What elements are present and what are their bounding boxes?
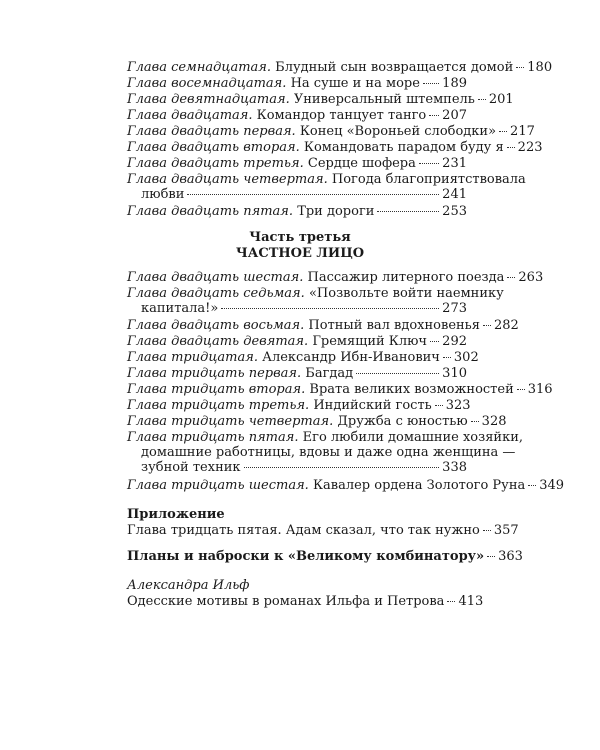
page-number: 316 bbox=[527, 382, 553, 397]
toc-entry[interactable] bbox=[127, 523, 519, 538]
page-number: 223 bbox=[517, 140, 543, 155]
leader-dots bbox=[499, 130, 507, 132]
toc-entry[interactable] bbox=[127, 478, 565, 493]
chapter-title: Погода благоприятствовала bbox=[331, 172, 526, 187]
leader-dots bbox=[430, 340, 439, 342]
page-number: 413 bbox=[458, 594, 484, 609]
toc-entry[interactable] bbox=[127, 204, 467, 219]
toc-entry[interactable] bbox=[127, 60, 553, 75]
leader-dots bbox=[478, 98, 486, 100]
chapter-title-cont: зубной техник bbox=[141, 460, 241, 475]
leader-dots bbox=[483, 324, 491, 326]
leader-dots bbox=[187, 193, 439, 195]
chapter-label: Глава тридцать первая. bbox=[127, 366, 302, 381]
toc-entry[interactable] bbox=[127, 286, 504, 316]
toc-entry[interactable] bbox=[127, 350, 479, 365]
toc-entry[interactable] bbox=[127, 594, 484, 609]
page-number: 189 bbox=[442, 76, 467, 91]
leader-dots bbox=[244, 466, 440, 468]
page-number: 253 bbox=[442, 204, 467, 219]
chapter-label: Глава тридцать шестая. bbox=[127, 478, 309, 493]
chapter-label: Глава тридцать вторая. bbox=[127, 382, 306, 397]
chapter-label: Глава восемнадцатая. bbox=[127, 76, 287, 91]
chapter-title: Потный вал вдохновенья bbox=[308, 318, 480, 333]
appendix-heading: Приложение bbox=[127, 507, 225, 522]
leader-dots bbox=[377, 210, 439, 212]
toc-entry[interactable] bbox=[127, 414, 507, 429]
chapter-label: Глава двадцать шестая. bbox=[127, 270, 304, 285]
chapter-label: Глава двадцать восьмая. bbox=[127, 318, 305, 333]
chapter-title: «Позвольте войти наемнику bbox=[308, 286, 504, 301]
chapter-title: Врата великих возможностей bbox=[309, 382, 514, 397]
author-name: Александра Ильф bbox=[127, 578, 250, 593]
chapter-label: Глава двадцать девятая. bbox=[127, 334, 309, 349]
chapter-title: Багдад bbox=[305, 366, 354, 381]
chapter-label: Глава девятнадцатая. bbox=[127, 92, 290, 107]
leader-dots bbox=[435, 404, 443, 406]
toc-entry[interactable] bbox=[127, 124, 535, 139]
page-number: 273 bbox=[442, 301, 467, 316]
chapter-title: Одесские мотивы в романах Ильфа и Петрова bbox=[127, 594, 445, 609]
chapter-title: Командор танцует танго bbox=[256, 108, 427, 123]
chapter-title: Конец «Вороньей слободки» bbox=[299, 124, 497, 139]
leader-dots bbox=[429, 114, 439, 116]
chapter-title: Глава тридцать пятая. Адам сказал, что так нужно bbox=[127, 523, 480, 538]
leader-dots bbox=[507, 146, 515, 148]
chapter-title: На суше и на море bbox=[290, 76, 420, 91]
chapter-title: Блудный сын возвращается домой bbox=[275, 60, 514, 75]
page-number: 201 bbox=[488, 92, 514, 107]
toc-entry[interactable] bbox=[127, 140, 543, 155]
page-number: 263 bbox=[518, 270, 544, 285]
chapter-title-cont: капитала!» bbox=[141, 301, 219, 316]
part-title: ЧАСТНОЕ ЛИЦО bbox=[235, 246, 365, 261]
chapter-label: Глава двадцать седьмая. bbox=[127, 286, 305, 301]
chapter-title: Универсальный штемпель bbox=[293, 92, 475, 107]
toc-entry[interactable] bbox=[127, 382, 553, 397]
page-number: 241 bbox=[442, 187, 467, 202]
leader-dots bbox=[356, 372, 439, 374]
page-number: 310 bbox=[442, 366, 467, 381]
chapter-label: Глава двадцать пятая. bbox=[127, 204, 294, 219]
chapter-title: Командовать парадом буду я bbox=[303, 140, 504, 155]
page-number: 292 bbox=[442, 334, 467, 349]
chapter-title: Кавалер ордена Золотого Руна bbox=[312, 478, 526, 493]
chapter-title: Три дороги bbox=[297, 204, 375, 219]
toc-entry[interactable] bbox=[127, 76, 467, 91]
toc-entry[interactable] bbox=[127, 366, 467, 381]
chapter-label: Глава двадцать первая. bbox=[127, 124, 296, 139]
chapter-label: Глава тридцатая. bbox=[127, 350, 258, 365]
leader-dots bbox=[487, 555, 495, 557]
chapter-title: Гремящий Ключ bbox=[312, 334, 428, 349]
page-number: 323 bbox=[445, 398, 471, 413]
page-number: 180 bbox=[527, 60, 553, 75]
chapter-title-cont: домашние работницы, вдовы и даже одна женщина — bbox=[141, 445, 516, 460]
leader-dots bbox=[483, 529, 491, 531]
page-number: 217 bbox=[510, 124, 535, 139]
leader-dots bbox=[528, 484, 536, 486]
page-number: 302 bbox=[453, 350, 479, 365]
page-number: 338 bbox=[442, 460, 467, 475]
toc-entry[interactable] bbox=[127, 108, 467, 123]
toc-entry[interactable] bbox=[127, 549, 523, 564]
section-title: Планы и наброски к «Великому комбинатору» bbox=[127, 549, 485, 564]
chapter-label: Глава семнадцатая. bbox=[127, 60, 272, 75]
page-number: 231 bbox=[442, 156, 467, 171]
chapter-title: Сердце шофера bbox=[307, 156, 416, 171]
toc-entry[interactable] bbox=[127, 270, 544, 285]
chapter-title: Индийский гость bbox=[313, 398, 432, 413]
chapter-label: Глава тридцать пятая. bbox=[127, 430, 299, 445]
chapter-label: Глава тридцать третья. bbox=[127, 398, 310, 413]
leader-dots bbox=[471, 420, 479, 422]
chapter-label: Глава двадцатая. bbox=[127, 108, 253, 123]
chapter-title: Дружба с юностью bbox=[337, 414, 468, 429]
leader-dots bbox=[443, 356, 451, 358]
chapter-label: Глава тридцать четвертая. bbox=[127, 414, 334, 429]
toc-entry[interactable] bbox=[127, 318, 519, 333]
chapter-title: Его любили домашние хозяйки, bbox=[302, 430, 524, 445]
toc-entry[interactable] bbox=[127, 172, 526, 202]
chapter-title: Пассажир литерного поезда bbox=[307, 270, 505, 285]
chapter-label: Глава двадцать четвертая. bbox=[127, 172, 328, 187]
leader-dots bbox=[419, 162, 439, 164]
leader-dots bbox=[517, 388, 525, 390]
toc-entry[interactable] bbox=[127, 92, 514, 107]
toc-entry[interactable] bbox=[127, 430, 524, 475]
leader-dots bbox=[423, 82, 439, 84]
page-number: 357 bbox=[493, 523, 519, 538]
toc-entry[interactable] bbox=[127, 398, 471, 413]
leader-dots bbox=[507, 276, 515, 278]
page-number: 363 bbox=[498, 549, 523, 564]
chapter-label: Глава двадцать третья. bbox=[127, 156, 304, 171]
leader-dots bbox=[221, 307, 439, 309]
leader-dots bbox=[516, 66, 524, 68]
page-number: 282 bbox=[493, 318, 519, 333]
chapter-title-cont: любви bbox=[141, 187, 185, 202]
page-number: 207 bbox=[442, 108, 467, 123]
chapter-title: Александр Ибн-Иванович bbox=[262, 350, 440, 365]
chapter-label: Глава двадцать вторая. bbox=[127, 140, 300, 155]
toc-entry[interactable] bbox=[127, 334, 467, 349]
page-number: 328 bbox=[481, 414, 507, 429]
leader-dots bbox=[447, 600, 455, 602]
part-subtitle: Часть третья bbox=[249, 230, 351, 245]
toc-entry[interactable] bbox=[127, 156, 467, 171]
page-number: 349 bbox=[539, 478, 565, 493]
